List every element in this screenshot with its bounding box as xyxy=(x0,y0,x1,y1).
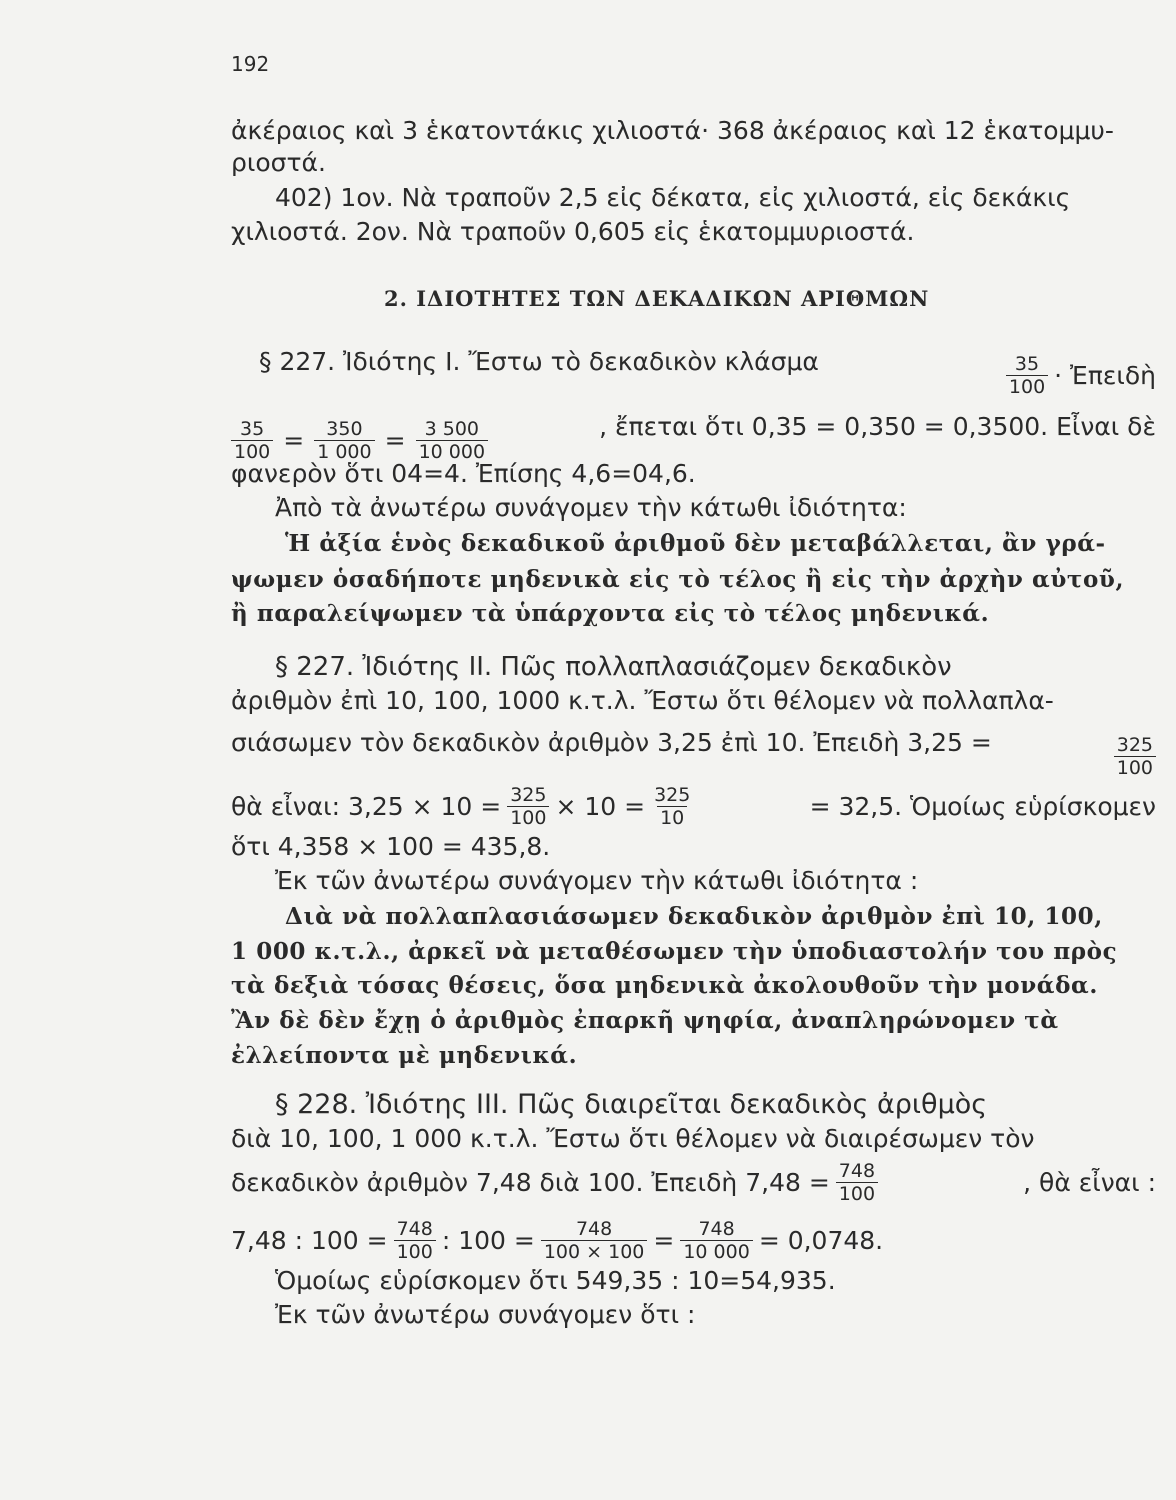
fraction-denominator: 10 000 xyxy=(416,440,488,463)
equation xyxy=(231,784,699,829)
text-line xyxy=(231,146,1156,180)
fraction-denominator: 100 xyxy=(394,1240,436,1263)
text-span: = 32,5. Ὁμοίως εὑρίσκομεν xyxy=(809,791,1156,821)
rule-line xyxy=(231,1004,1156,1038)
rule-line xyxy=(231,1039,1156,1073)
text-span: § 228. Ἰδιότης ΙΙΙ. Πῶς διαιρεῖται δεκαδικὸς ἀριθμὸς xyxy=(275,1089,988,1120)
text-span: δεκαδικὸν ἀριθμὸν 7,48 διὰ 100. Ἐπειδὴ 7,48 = xyxy=(231,1167,830,1197)
fraction-denominator: 100 xyxy=(1114,756,1156,779)
fraction xyxy=(836,1160,878,1205)
fraction-denominator: 100 xyxy=(507,806,549,829)
fraction xyxy=(541,1218,648,1263)
fraction-denominator: 100 × 100 xyxy=(541,1240,648,1263)
fraction xyxy=(507,784,549,829)
text-span: Ὁμοίως εὑρίσκομεν ὅτι 549,35 : 10=54,935. xyxy=(275,1266,836,1295)
page-number: 192 xyxy=(231,52,270,76)
section-heading: 2. ΙΔΙΟΤΗΤΕΣ ΤΩΝ ΔΕΚΑΔΙΚΩΝ ΑΡΙΘΜΩΝ xyxy=(384,286,930,311)
fraction xyxy=(1114,734,1156,779)
rule-line xyxy=(285,900,1156,934)
text-span: φανερὸν ὅτι 04=4. Ἐπίσης 4,6=04,6. xyxy=(231,459,696,488)
fraction-numerator: 748 xyxy=(698,1218,735,1240)
text-span: ἢ παραλείψωμεν τὰ ὑπάρχοντα εἰς τὸ τέλος μηδενικά. xyxy=(231,600,990,627)
fraction-numerator: 3 500 xyxy=(424,418,480,440)
text-span: , θὰ εἶναι : xyxy=(1023,1167,1156,1197)
fraction xyxy=(1006,353,1048,398)
text-span: Ἂν δὲ δὲν ἔχῃ ὁ ἀριθμὸς ἐπαρκῆ ψηφία, ἀναπληρώνομεν τὰ xyxy=(231,1007,1059,1034)
text-span: Ἐκ τῶν ἀνωτέρω συνάγομεν ὅτι : xyxy=(275,1300,696,1329)
fraction-denominator: 100 xyxy=(836,1182,878,1205)
text-span: ὅτι 4,358 × 100 = 435,8. xyxy=(231,832,551,861)
fraction-numerator: 748 xyxy=(838,1160,876,1182)
equation xyxy=(231,1218,883,1263)
text-line xyxy=(275,491,1176,525)
text-span: θὰ εἶναι: 3,25 × 10 = xyxy=(231,791,502,821)
fraction-numerator: 325 xyxy=(510,784,547,806)
text-line xyxy=(231,1122,1156,1156)
text-with-fraction xyxy=(231,1160,884,1205)
text-line xyxy=(231,830,1156,864)
text-span: διὰ 10, 100, 1 000 κ.τ.λ. Ἔστω ὅτι θέλομεν νὰ διαιρέσωμεν τὸν xyxy=(231,1124,1035,1153)
fraction-numerator: 325 xyxy=(654,784,691,806)
text-line xyxy=(275,1264,1176,1298)
text-line xyxy=(231,726,1156,779)
text-span: 402) 1ον. Νὰ τραποῦν 2,5 εἰς δέκατα, εἰς χιλιοστά, εἰς δεκάκις xyxy=(275,183,1071,212)
text-span: : 100 = xyxy=(441,1225,535,1255)
text-line xyxy=(231,1160,1156,1205)
paragraph-227b-line1 xyxy=(275,650,1156,684)
text-span: ἀριθμὸν ἐπὶ 10, 100, 1000 κ.τ.λ. Ἔστω ὅτι θέλομεν νὰ πολλαπλα- xyxy=(231,686,1054,715)
fraction-numerator: 748 xyxy=(575,1218,613,1240)
equals-sign: = xyxy=(384,425,406,455)
fraction-denominator: 10 000 xyxy=(680,1240,752,1263)
text-line xyxy=(231,684,1156,718)
fraction-denominator: 100 xyxy=(231,440,273,463)
equals-sign: = xyxy=(283,425,305,455)
fraction xyxy=(394,1218,436,1263)
text-span: = 0,0748. xyxy=(758,1225,884,1255)
text-span: ἀκέραιος καὶ 3 ἑκατοντάκις χιλιοστά· 368 ἀκέραιος καὶ 12 ἑκατομμυ- xyxy=(231,116,1114,145)
rule-line xyxy=(285,527,1156,561)
fraction-denominator: 1 000 xyxy=(314,440,374,463)
fraction-numerator: 748 xyxy=(396,1218,433,1240)
text-line xyxy=(275,864,1176,898)
rule-line xyxy=(231,597,1156,631)
paragraph-228-line1 xyxy=(275,1088,1156,1122)
text-span: § 227. Ἰδιότης Ι. Ἔστω τὸ δεκαδικὸν κλάσμα xyxy=(259,347,819,376)
text-span: 1 000 κ.τ.λ., ἀρκεῖ νὰ μεταθέσωμεν τὴν ὑποδιαστολήν του πρὸς xyxy=(231,938,1118,965)
fraction xyxy=(651,784,693,829)
rule-line xyxy=(231,563,1156,597)
text-span: ψωμεν ὁσαδήποτε μηδενικὰ εἰς τὸ τέλος ἢ εἰς τὴν ἀρχὴν αὐτοῦ, xyxy=(231,566,1125,593)
text-span: τὰ δεξιὰ τόσας θέσεις, ὅσα μηδενικὰ ἀκολουθοῦν τὴν μονάδα. xyxy=(231,972,1098,999)
fraction-denominator: 100 xyxy=(1006,375,1048,398)
fraction-numerator: 325 xyxy=(1116,734,1153,756)
paragraph-228-equation xyxy=(231,1218,1156,1263)
fraction-group xyxy=(1000,353,1156,398)
paragraph-227a-line1 xyxy=(259,345,1156,398)
paragraph-227b-equation xyxy=(231,784,1156,829)
rule-line xyxy=(231,935,1156,969)
text-line xyxy=(231,114,1156,148)
text-span: , ἔπεται ὅτι 0,35 = 0,350 = 0,3500. Εἶναι δὲ xyxy=(599,412,1156,441)
fraction-numerator: 35 xyxy=(1014,353,1040,375)
text-span: χιλιοστά. 2ον. Νὰ τραποῦν 0,605 εἰς ἑκατομμυριοστά. xyxy=(231,217,915,246)
text-line xyxy=(231,215,1156,249)
paragraph-227a-equation xyxy=(231,410,1156,463)
fraction-denominator: 10 xyxy=(657,806,687,829)
text-span: Διὰ νὰ πολλαπλασιάσωμεν δεκαδικὸν ἀριθμὸν ἐπὶ 10, 100, xyxy=(285,903,1103,930)
text-line xyxy=(231,457,1156,491)
text-span: Ἐκ τῶν ἀνωτέρω συνάγομεν τὴν κάτωθι ἰδιότητα : xyxy=(275,866,919,895)
fraction xyxy=(680,1218,752,1263)
text-span: § 227. Ἰδιότης ΙΙ. Πῶς πολλαπλασιάζομεν δεκαδικὸν xyxy=(275,652,952,682)
fraction-numerator: 35 xyxy=(240,418,265,440)
text-span: × 10 = xyxy=(555,791,646,821)
fraction-numerator: 350 xyxy=(326,418,363,440)
text-span: Ἡ ἀξία ἑνὸς δεκαδικοῦ ἀριθμοῦ δὲν μεταβάλλεται, ἂν γρά- xyxy=(285,530,1106,557)
text-span: Ἀπὸ τὰ ἀνωτέρω συνάγομεν τὴν κάτωθι ἰδιότητα: xyxy=(275,493,907,522)
text-span: σιάσωμεν τὸν δεκαδικὸν ἀριθμὸν 3,25 ἐπὶ 10. Ἐπειδὴ 3,25 = xyxy=(231,728,992,757)
text-span: ριοστά. xyxy=(231,148,326,177)
text-span: 7,48 : 100 = xyxy=(231,1225,388,1255)
rule-line xyxy=(231,969,1156,1003)
text-line xyxy=(275,1298,1176,1332)
text-span: = xyxy=(653,1225,675,1255)
text-span: ἐλλείποντα μὲ μηδενικά. xyxy=(231,1042,578,1069)
text-span: · Ἐπειδὴ xyxy=(1054,360,1156,390)
text-line xyxy=(275,181,1156,215)
